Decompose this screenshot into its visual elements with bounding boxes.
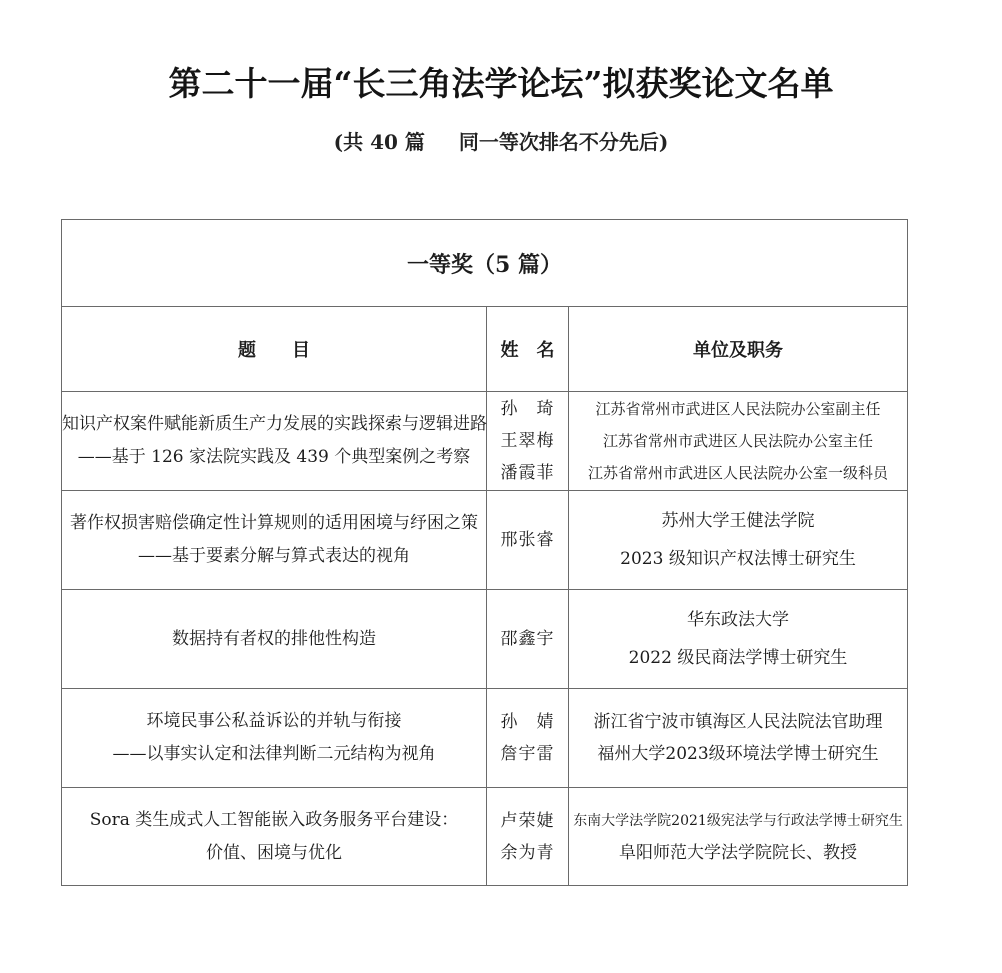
unit-cell — [569, 590, 908, 689]
author-name: 邵鑫宇 — [500, 629, 555, 649]
paper-title-line: ——基于 126 家法院实践及 439 个典型案例之考察 — [77, 447, 471, 467]
section-row — [62, 220, 908, 307]
paper-title-line: 数据持有者权的排他性构造 — [172, 628, 376, 649]
paper-title-line: Sora 类生成式人工智能嵌入政务服务平台建设： — [89, 809, 459, 830]
paper-title-line: ——以事实认定和法律判断二元结构为视角 — [112, 744, 436, 764]
header-unit: 单位及职务 — [569, 307, 908, 392]
author-name: 潘霞菲 — [500, 463, 555, 483]
unit-line: 苏州大学王健法学院 — [661, 511, 815, 531]
paper-title-cell — [62, 392, 487, 491]
unit-line: 2022 级民商法学博士研究生 — [628, 648, 848, 668]
unit-line: 江苏省常州市武进区人民法院办公室主任 — [603, 432, 874, 450]
author-cell — [487, 590, 569, 689]
paper-title-line: ——基于要素分解与算式表达的视角 — [138, 546, 410, 566]
author-name: 邢张睿 — [500, 530, 555, 550]
paper-title-line: 环境民事公私益诉讼的并轨与衔接 — [146, 711, 402, 731]
subtitle-count: (共 40 篇 — [333, 130, 425, 154]
award-table — [61, 219, 908, 886]
header-row — [62, 307, 908, 392]
paper-title-cell — [62, 491, 487, 590]
author-name: 詹宇雷 — [500, 744, 555, 764]
unit-line: 浙江省宁波市镇海区人民法院法官助理 — [593, 712, 883, 732]
author-name: 余为青 — [500, 842, 555, 863]
header-title: 题 目 — [62, 307, 487, 392]
author-cell — [487, 788, 569, 886]
section-title: 一等奖（5 篇） — [62, 220, 908, 307]
paper-title-cell — [62, 788, 487, 886]
document-subtitle — [0, 126, 1002, 155]
unit-cell — [569, 491, 908, 590]
unit-line: 阜阳师范大学法学院院长、教授 — [619, 842, 857, 863]
table-row — [62, 788, 908, 886]
paper-title-cell — [62, 689, 487, 788]
author-name: 王翠梅 — [500, 431, 555, 451]
header-name: 姓 名 — [487, 307, 569, 392]
unit-line: 东南大学法学院2021级宪法学与行政法学博士研究生 — [573, 812, 903, 829]
unit-cell — [569, 788, 908, 886]
author-name: 卢荣婕 — [500, 810, 555, 831]
unit-line: 华东政法大学 — [687, 610, 789, 630]
author-cell — [487, 491, 569, 590]
table-row — [62, 590, 908, 689]
author-name: 孙 琦 — [500, 399, 555, 419]
unit-line: 福州大学2023级环境法学博士研究生 — [597, 744, 879, 764]
document-title: 第二十一届“长三角法学论坛”拟获奖论文名单 — [168, 64, 834, 103]
author-name: 孙 婧 — [500, 712, 555, 732]
unit-line: 江苏省常州市武进区人民法院办公室副主任 — [595, 400, 881, 418]
table-row — [62, 689, 908, 788]
unit-line: 2023 级知识产权法博士研究生 — [620, 549, 856, 569]
unit-cell — [569, 689, 908, 788]
paper-title-cell — [62, 590, 487, 689]
table-row — [62, 392, 908, 491]
subtitle-note: 同一等次排名不分先后) — [458, 130, 669, 154]
paper-title-line: 著作权损害赔偿确定性计算规则的适用困境与纾困之策 — [70, 513, 478, 533]
paper-title-line: 价值、困境与优化 — [206, 842, 342, 863]
author-cell — [487, 689, 569, 788]
unit-line: 江苏省常州市武进区人民法院办公室一级科员 — [588, 464, 889, 482]
paper-title-line: 知识产权案件赋能新质生产力发展的实践探索与逻辑进路 — [62, 414, 487, 434]
unit-cell — [569, 392, 908, 491]
table-row — [62, 491, 908, 590]
author-cell — [487, 392, 569, 491]
